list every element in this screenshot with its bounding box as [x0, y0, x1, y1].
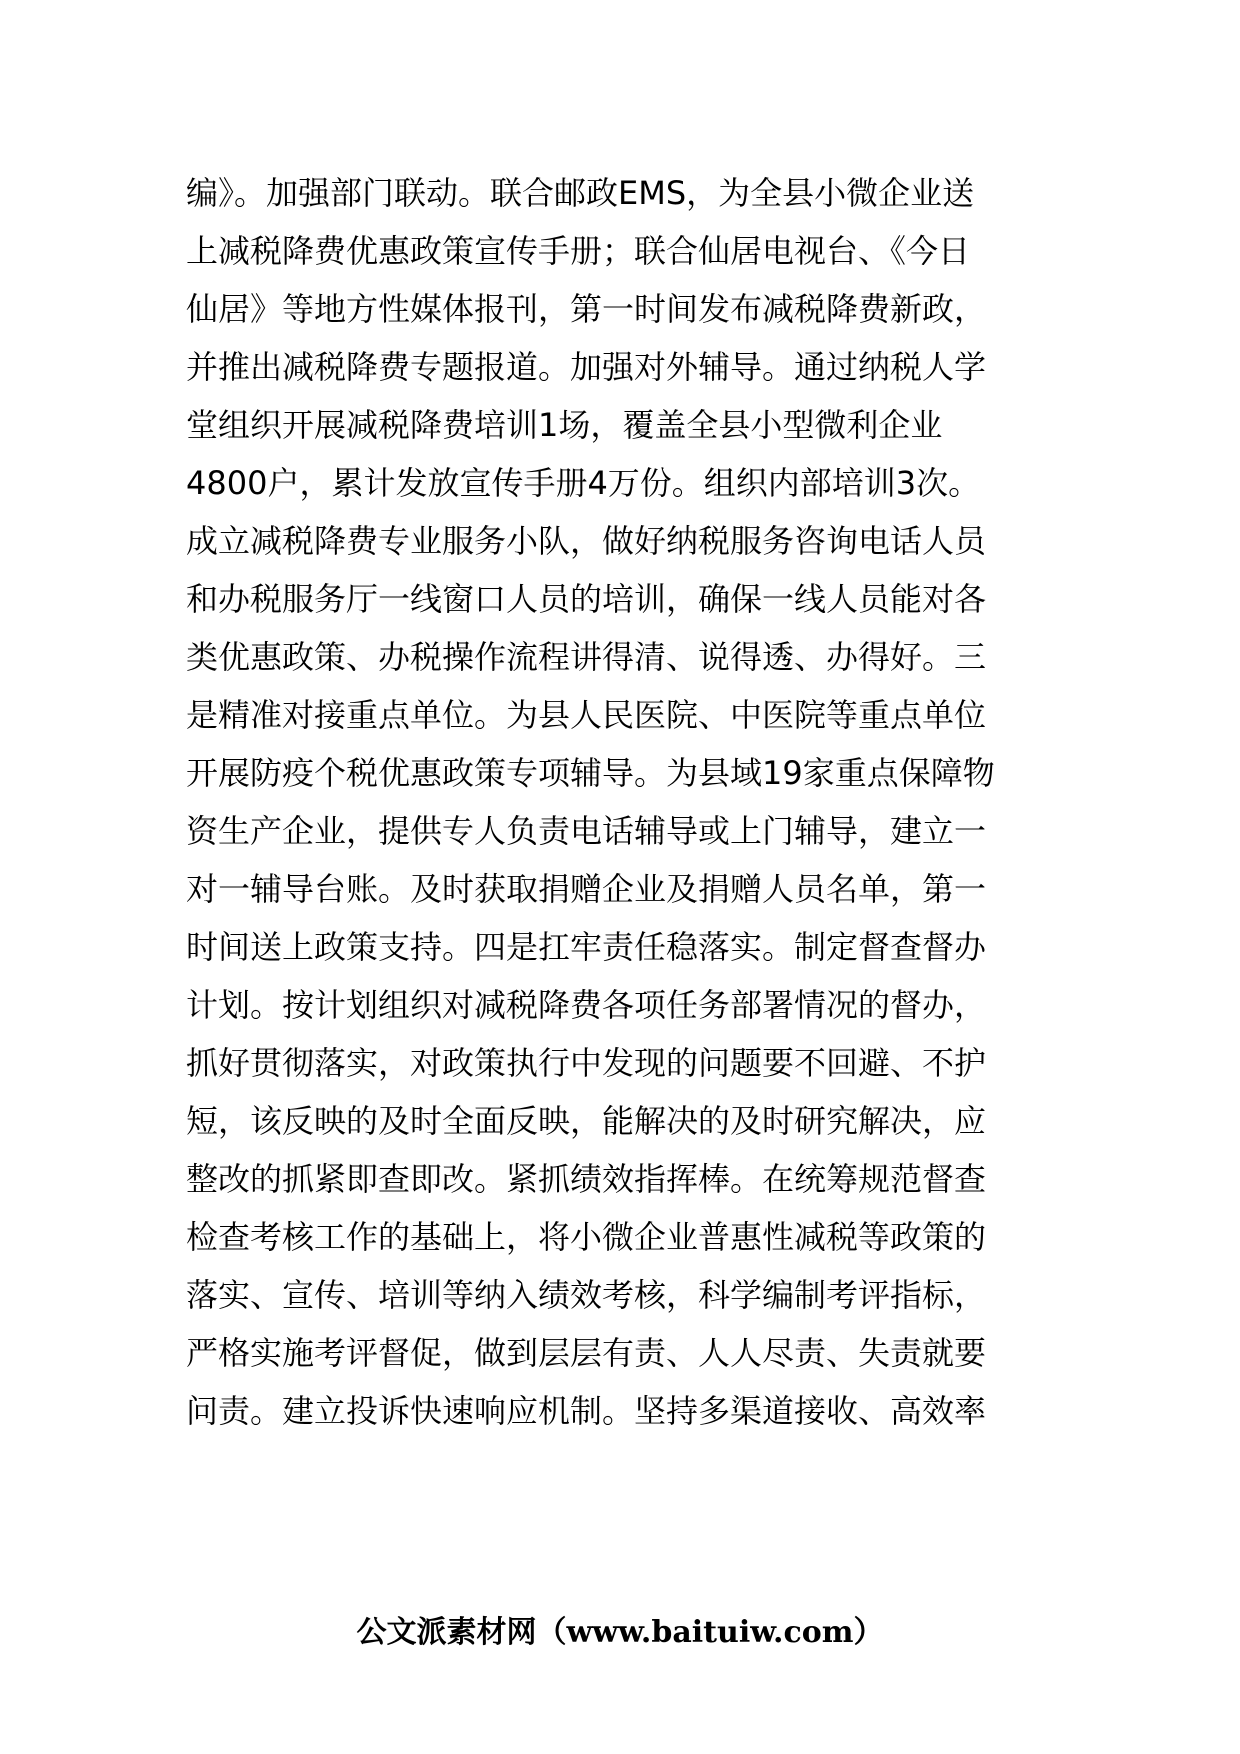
text-line: 编》。加强部门联动。联合邮政EMS，为全县小微企业送 — [186, 174, 975, 212]
text-line: 成立减税降费专业服务小队，做好纳税服务咨询电话人员 — [186, 522, 987, 560]
text-line: 检查考核工作的基础上，将小微企业普惠性减税等政策的 — [186, 1218, 987, 1256]
text-line: 4800户，累计发放宣传手册4万份。组织内部培训3次。 — [186, 464, 981, 502]
text-line: 上减税降费优惠政策宣传手册；联合仙居电视台、《今日 — [186, 232, 971, 270]
text-line: 短，该反映的及时全面反映，能解决的及时研究解决，应 — [186, 1102, 987, 1140]
page-footer-watermark: 公文派素材网（www.baituiw.com） — [356, 1615, 884, 1650]
text-line: 严格实施考评督促，做到层层有责、人人尽责、失责就要 — [186, 1334, 987, 1372]
text-line: 落实、宣传、培训等纳入绩效考核，科学编制考评指标， — [186, 1276, 987, 1314]
text-line: 并推出减税降费专题报道。加强对外辅导。通过纳税人学 — [186, 348, 987, 386]
text-line: 堂组织开展减税降费培训1场，覆盖全县小型微利企业 — [186, 406, 943, 444]
text-line: 仙居》等地方性媒体报刊，第一时间发布减税降费新政， — [186, 290, 987, 328]
text-line: 计划。按计划组织对减税降费各项任务部署情况的督办， — [186, 986, 987, 1024]
text-line: 整改的抓紧即查即改。紧抓绩效指挥棒。在统筹规范督查 — [186, 1160, 987, 1198]
text-line: 类优惠政策、办税操作流程讲得清、说得透、办得好。三 — [186, 638, 987, 676]
text-line: 抓好贯彻落实，对政策执行中发现的问题要不回避、不护 — [186, 1044, 987, 1082]
text-line: 对一辅导台账。及时获取捐赠企业及捐赠人员名单，第一 — [186, 870, 987, 908]
text-line: 是精准对接重点单位。为县人民医院、中医院等重点单位 — [186, 696, 987, 734]
text-line: 开展防疫个税优惠政策专项辅导。为县域19家重点保障物 — [186, 754, 995, 792]
text-line: 时间送上政策支持。四是扛牢责任稳落实。制定督查督办 — [186, 928, 987, 966]
text-line: 资生产企业，提供专人负责电话辅导或上门辅导，建立一 — [186, 812, 987, 850]
text-line: 问责。建立投诉快速响应机制。坚持多渠道接收、高效率 — [186, 1392, 987, 1430]
text-line: 和办税服务厅一线窗口人员的培训，确保一线人员能对各 — [186, 580, 987, 618]
